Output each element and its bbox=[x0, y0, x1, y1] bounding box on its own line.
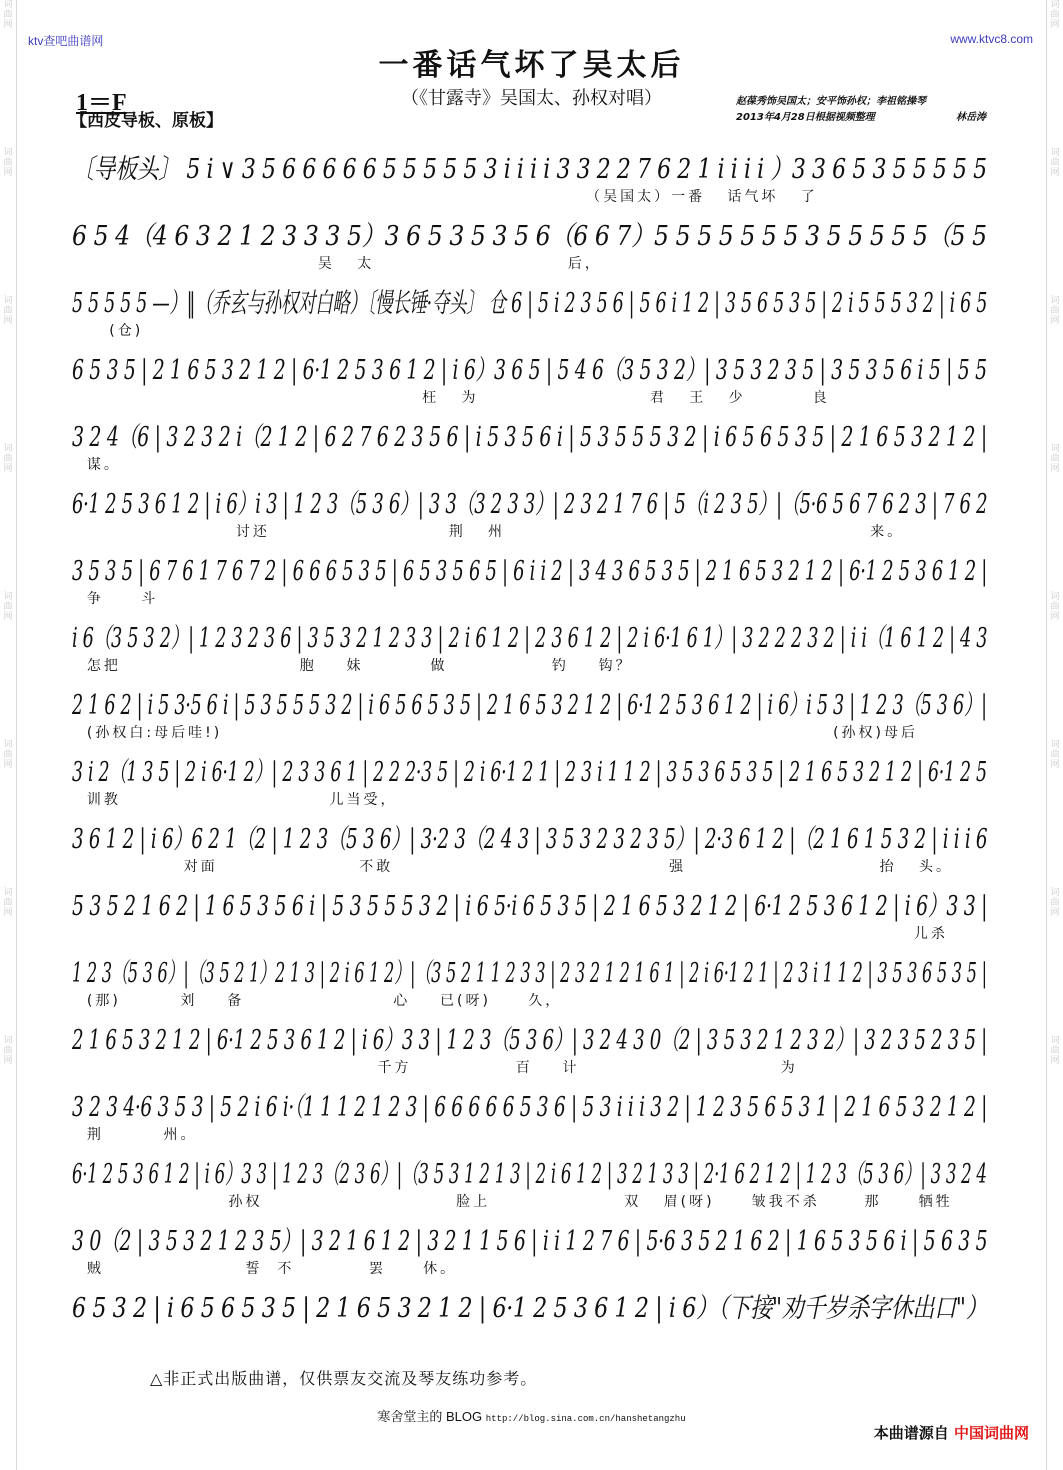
notation-row: 3 0（2 | 3 5 3 2 1 2 3 5）| 3 2 1 6 1 2 | 3 2 1 1 5 6 | i i 1 2 7 6 | 5·6 3 5 2 1 6 2 | 1 6 5 3 5 6 i | 5 6 3 5 bbox=[72, 1226, 988, 1257]
notation-row: 〔导板头〕 5 i ∨ 3 5 6 6 6 6 6 5 5 5 5 5 3 i i i i 3 3 2 2 7 6 2 1 i i i i ）3 3 6 5 3 5 5 5 5 5 bbox=[72, 154, 987, 185]
score-line bbox=[72, 351, 992, 418]
watermark-glyph: 词 bbox=[1050, 148, 1060, 158]
score-line bbox=[72, 686, 992, 753]
score-line bbox=[72, 418, 992, 485]
watermark-glyph: 网 bbox=[1050, 1056, 1060, 1066]
watermark-glyph: 网 bbox=[3, 760, 13, 770]
lyric-row: 千方 百 计 为 bbox=[72, 1060, 798, 1076]
watermark-glyph: 曲 bbox=[3, 750, 13, 760]
notation-row: i 6（3 5 3 2）| 1 2 3 2 3 6 | 3 5 3 2 1 2 3 3 | 2 i 6 1 2 | 2 3 6 1 2 | 2 i 6·1 6 1）| 3 2 2 2 3 2 | i i（1 6 1 2 | 4 3 bbox=[72, 623, 988, 654]
notation-row: 2 1 6 2 | i 5 3·5 6 i | 5 3 5 5 5 3 2 | i 6 5 6 5 3 5 | 2 1 6 5 3 2 1 2 | 6·1 2 5 3 6 1 2 | i 6）i 5 3 | 1 2 3（5 3 6）| bbox=[72, 690, 987, 721]
watermark-glyph: 网 bbox=[1050, 760, 1060, 770]
lyric-row: 怎把 胞 妹 做 钓 钩？ bbox=[72, 658, 633, 674]
notation-row: 6·1 2 5 3 6 1 2 | i 6）i 3 | 1 2 3（5 3 6）| 3 3（3 2 3 3）| 2 3 2 1 7 6 | 5（i 2 3 5）|（5·6 5 6 7 6 2 3 | 7 6 2 bbox=[72, 489, 988, 520]
credits-date-row bbox=[736, 110, 986, 126]
credits-date: 2013年4月28日根据视频整理 bbox=[736, 112, 875, 123]
watermark-glyph: 词 bbox=[1050, 0, 1060, 10]
disclaimer-note: △非正式出版曲谱，仅供票友交流及琴友练功参考。 bbox=[150, 1369, 538, 1388]
watermark-glyph: 网 bbox=[3, 908, 13, 918]
notation-row: 5 3 5 2 1 6 2 | 1 6 5 3 5 6 i | 5 3 5 5 5 3 2 | i 6 5·i 6 5 3 5 | 2 1 6 5 3 2 1 2 | 6·1 2 5 3 6 1 2 | i 6）3 3 | bbox=[72, 891, 988, 922]
watermark-glyph: 网 bbox=[3, 316, 13, 326]
lyric-row: 训教 儿当受， bbox=[72, 792, 398, 808]
watermark-glyph: 网 bbox=[1050, 20, 1060, 30]
watermark-glyph: 网 bbox=[3, 1056, 13, 1066]
watermark-glyph: 曲 bbox=[1050, 158, 1060, 168]
watermark-glyph: 网 bbox=[1050, 612, 1060, 622]
left-watermark-strip bbox=[0, 0, 17, 1470]
watermark-glyph: 词 bbox=[3, 592, 13, 602]
watermark-glyph: 曲 bbox=[1050, 602, 1060, 612]
watermark-glyph: 词 bbox=[1050, 444, 1060, 454]
score-line bbox=[72, 150, 992, 217]
source-credit bbox=[874, 1422, 1029, 1443]
lyric-row: (那) 刘 备 心 已(呀) 久， bbox=[72, 993, 563, 1009]
score-line bbox=[72, 284, 992, 351]
score-title: 一番话气坏了吴太后 bbox=[378, 48, 685, 83]
notation-row: 2 1 6 5 3 2 1 2 | 6·1 2 5 3 6 1 2 | i 6）3 3 | 1 2 3（5 3 6）| 3 2 4 3 0（2 | 3 5 3 2 1 2 3 2）| 3 2 3 5 2 3 5 | bbox=[72, 1025, 987, 1056]
watermark-glyph: 网 bbox=[3, 20, 13, 30]
watermark-glyph: 曲 bbox=[1050, 10, 1060, 20]
credits-performers: 赵葆秀饰吴国太；安平饰孙权；李祖铭操琴 bbox=[736, 96, 926, 107]
watermark-glyph: 网 bbox=[3, 464, 13, 474]
score-line bbox=[72, 619, 992, 686]
lyric-row: (仓) bbox=[72, 323, 144, 339]
lyric-row: 谋。 bbox=[72, 457, 121, 473]
lyric-row: 争 斗 bbox=[72, 591, 159, 607]
source-site-name: 中国词曲网 bbox=[953, 1424, 1029, 1442]
lyric-row: 吴 太 后， bbox=[72, 256, 602, 272]
watermark-glyph: 词 bbox=[3, 740, 13, 750]
score-line bbox=[72, 1088, 992, 1155]
credits-author: 林岳涛 bbox=[956, 112, 986, 123]
site-watermark-right: www.ktvc8.com bbox=[950, 32, 1033, 46]
watermark-glyph: 曲 bbox=[3, 10, 13, 20]
performer-credits bbox=[736, 94, 986, 126]
lyric-row: 对面 不敢 强 抬 头。 bbox=[72, 859, 954, 875]
blog-label: 寒舍堂主的 BLOG bbox=[377, 1409, 483, 1424]
watermark-glyph: 曲 bbox=[3, 602, 13, 612]
watermark-glyph: 词 bbox=[1050, 1036, 1060, 1046]
notation-row: 6 5 3 5 | 2 1 6 5 3 2 1 2 | 6·1 2 5 3 6 1 2 | i 6）3 6 5 | 5 4 6（3 5 3 2）| 3 5 3 2 3 5 | 3 5 3 5 6 i 5 | 5 5 bbox=[72, 355, 987, 386]
tempo-marking: 【西皮导板、原板】 bbox=[70, 111, 223, 131]
lyric-row: 讨还 荆 州 来。 bbox=[72, 524, 905, 540]
watermark-glyph: 曲 bbox=[1050, 454, 1060, 464]
watermark-glyph: 词 bbox=[3, 888, 13, 898]
lyric-row: 枉 为 君 王 少 良 bbox=[72, 390, 830, 406]
watermark-glyph: 曲 bbox=[1050, 1046, 1060, 1056]
jianpu-score bbox=[72, 150, 992, 1356]
watermark-glyph: 词 bbox=[3, 1036, 13, 1046]
watermark-glyph: 网 bbox=[1050, 464, 1060, 474]
notation-row: 3 6 1 2 | i 6）6 2 1（2 | 1 2 3（5 3 6）| 3·2 3（2 4 3 | 3 5 3 2 3 2 3 5）| 2·3 6 1 2 |（2 1 6 1 5 3 2 | i i i 6 bbox=[72, 824, 988, 855]
watermark-glyph: 曲 bbox=[1050, 898, 1060, 908]
watermark-glyph: 词 bbox=[1050, 592, 1060, 602]
notation-row: 1 2 3（5 3 6）|（3 5 2 1）2 1 3 | 2 i 6 1 2）|（3 5 2 1 1 2 3 3 | 2 3 2 1 2 1 6 1 | 2 i 6·1 2 1 | 2 3 i 1 1 2 | 3 5 3 6 5 3 5 | bbox=[72, 958, 987, 989]
watermark-glyph: 曲 bbox=[1050, 306, 1060, 316]
score-line bbox=[72, 1021, 992, 1088]
source-prefix: 本曲谱源自 bbox=[873, 1424, 949, 1442]
watermark-glyph: 曲 bbox=[3, 306, 13, 316]
score-line bbox=[72, 485, 992, 552]
watermark-glyph: 词 bbox=[1050, 296, 1060, 306]
watermark-glyph: 曲 bbox=[3, 158, 13, 168]
notation-row: 6 5 3 2 | i 6 5 6 5 3 5 | 2 1 6 5 3 2 1 2 | 6·1 2 5 3 6 1 2 | i 6）（下接"劝千岁杀字休出口"） bbox=[72, 1293, 988, 1324]
score-line bbox=[72, 1155, 992, 1222]
score-line bbox=[72, 552, 992, 619]
lyric-row: 贼 誓 不 罢 休。 bbox=[72, 1261, 458, 1277]
watermark-glyph: 网 bbox=[1050, 316, 1060, 326]
watermark-glyph: 网 bbox=[3, 612, 13, 622]
site-watermark-left: ktv查吧曲谱网 bbox=[28, 34, 104, 48]
score-line bbox=[72, 954, 992, 1021]
notation-row: 3 2 3 4·6 3 5 3 | 5 2 i 6 i·（1 1 1 2 1 2 3 | 6 6 6 6 6 5 3 6 | 5 3 i i i 3 2 | 1 2 3 5 6 5 3 1 | 2 1 6 5 3 2 1 2 | bbox=[72, 1092, 988, 1123]
watermark-glyph: 网 bbox=[3, 168, 13, 178]
watermark-glyph: 曲 bbox=[3, 1046, 13, 1056]
notation-row: 6 5 4（4 6 3 2 1 2 3 3 3 5）3 6 5 3 5 3 5 6（6 6 7）5 5 5 5 5 5 5 3 5 5 5 5 5（5 5 bbox=[72, 221, 987, 252]
score-line bbox=[72, 753, 992, 820]
score-line bbox=[72, 217, 992, 284]
score-line bbox=[72, 820, 992, 887]
watermark-glyph: 网 bbox=[1050, 168, 1060, 178]
notation-row: 3 5 3 5 | 6 7 6 1 7 6 7 2 | 6 6 6 5 3 5 | 6 5 3 5 6 5 | 6 i i 2 | 3 4 3 6 5 3 5 | 2 1 6 5 3 2 1 2 | 6·1 2 5 3 6 1 2 | bbox=[72, 556, 988, 587]
notation-row: 5 5 5 5 5 —）‖（乔玄与孙权对白略）〔慢长锤·夺头〕 仓 6 | 5 i 2 3 5 6 | 5 6 i 1 2 | 3 5 6 5 3 5 | 2 i 5 5 5 3 2 | i 6 5 bbox=[72, 288, 987, 319]
lyric-row: （吴国太）一番 话气坏 了 bbox=[72, 189, 818, 205]
watermark-glyph: 词 bbox=[1050, 740, 1060, 750]
watermark-glyph: 词 bbox=[3, 148, 13, 158]
lyric-row: (孙权白:母后哇!) (孙权)母后 bbox=[72, 725, 918, 741]
key-signature: 1＝F bbox=[76, 90, 127, 116]
lyric-row: 儿杀 bbox=[72, 926, 948, 942]
right-watermark-strip bbox=[1046, 0, 1063, 1470]
lyric-row: 孙权 脸上 双 眉(呀) 皱我不杀 那 牺牲 bbox=[72, 1194, 953, 1210]
lyric-row: 荆 州。 bbox=[72, 1127, 198, 1143]
watermark-glyph: 曲 bbox=[3, 898, 13, 908]
score-line bbox=[72, 1222, 992, 1289]
notation-row: 3 i 2（1 3 5 | 2 i 6·1 2）| 2 3 3 6 1 | 2 2 2·3 5 | 2 i 6·1 2 1 | 2 3 i 1 1 2 | 3 5 3 6 5 3 5 | 2 1 6 5 3 2 1 2 | 6·1 2 5 bbox=[72, 757, 987, 788]
watermark-glyph: 曲 bbox=[3, 454, 13, 464]
watermark-glyph: 词 bbox=[3, 0, 13, 10]
watermark-glyph: 词 bbox=[3, 444, 13, 454]
score-subtitle: （《甘露寺》吴国太、孙权对唱） bbox=[401, 88, 662, 109]
watermark-glyph: 曲 bbox=[1050, 750, 1060, 760]
score-line bbox=[72, 1289, 992, 1356]
watermark-glyph: 词 bbox=[1050, 888, 1060, 898]
blog-url: http://blog.sina.com.cn/hanshetangzhu bbox=[485, 1414, 686, 1424]
watermark-glyph: 词 bbox=[3, 296, 13, 306]
notation-row: 3 2 4（6 | 3 2 3 2 i（2 1 2 | 6 2 7 6 2 3 5 6 | i 5 3 5 6 i | 5 3 5 5 5 3 2 | i 6 5 6 5 3 5 | 2 1 6 5 3 2 1 2 | bbox=[72, 422, 987, 453]
score-line bbox=[72, 887, 992, 954]
notation-row: 6·1 2 5 3 6 1 2 | i 6）3 3 | 1 2 3（2 3 6）|（3 5 3 1 2 1 3 | 2 i 6 1 2 | 3 2 1 3 3 | 2·1 6 2 1 2 | 1 2 3（5 3 6）| 3 3 2 4 bbox=[72, 1159, 987, 1190]
watermark-glyph: 网 bbox=[1050, 908, 1060, 918]
